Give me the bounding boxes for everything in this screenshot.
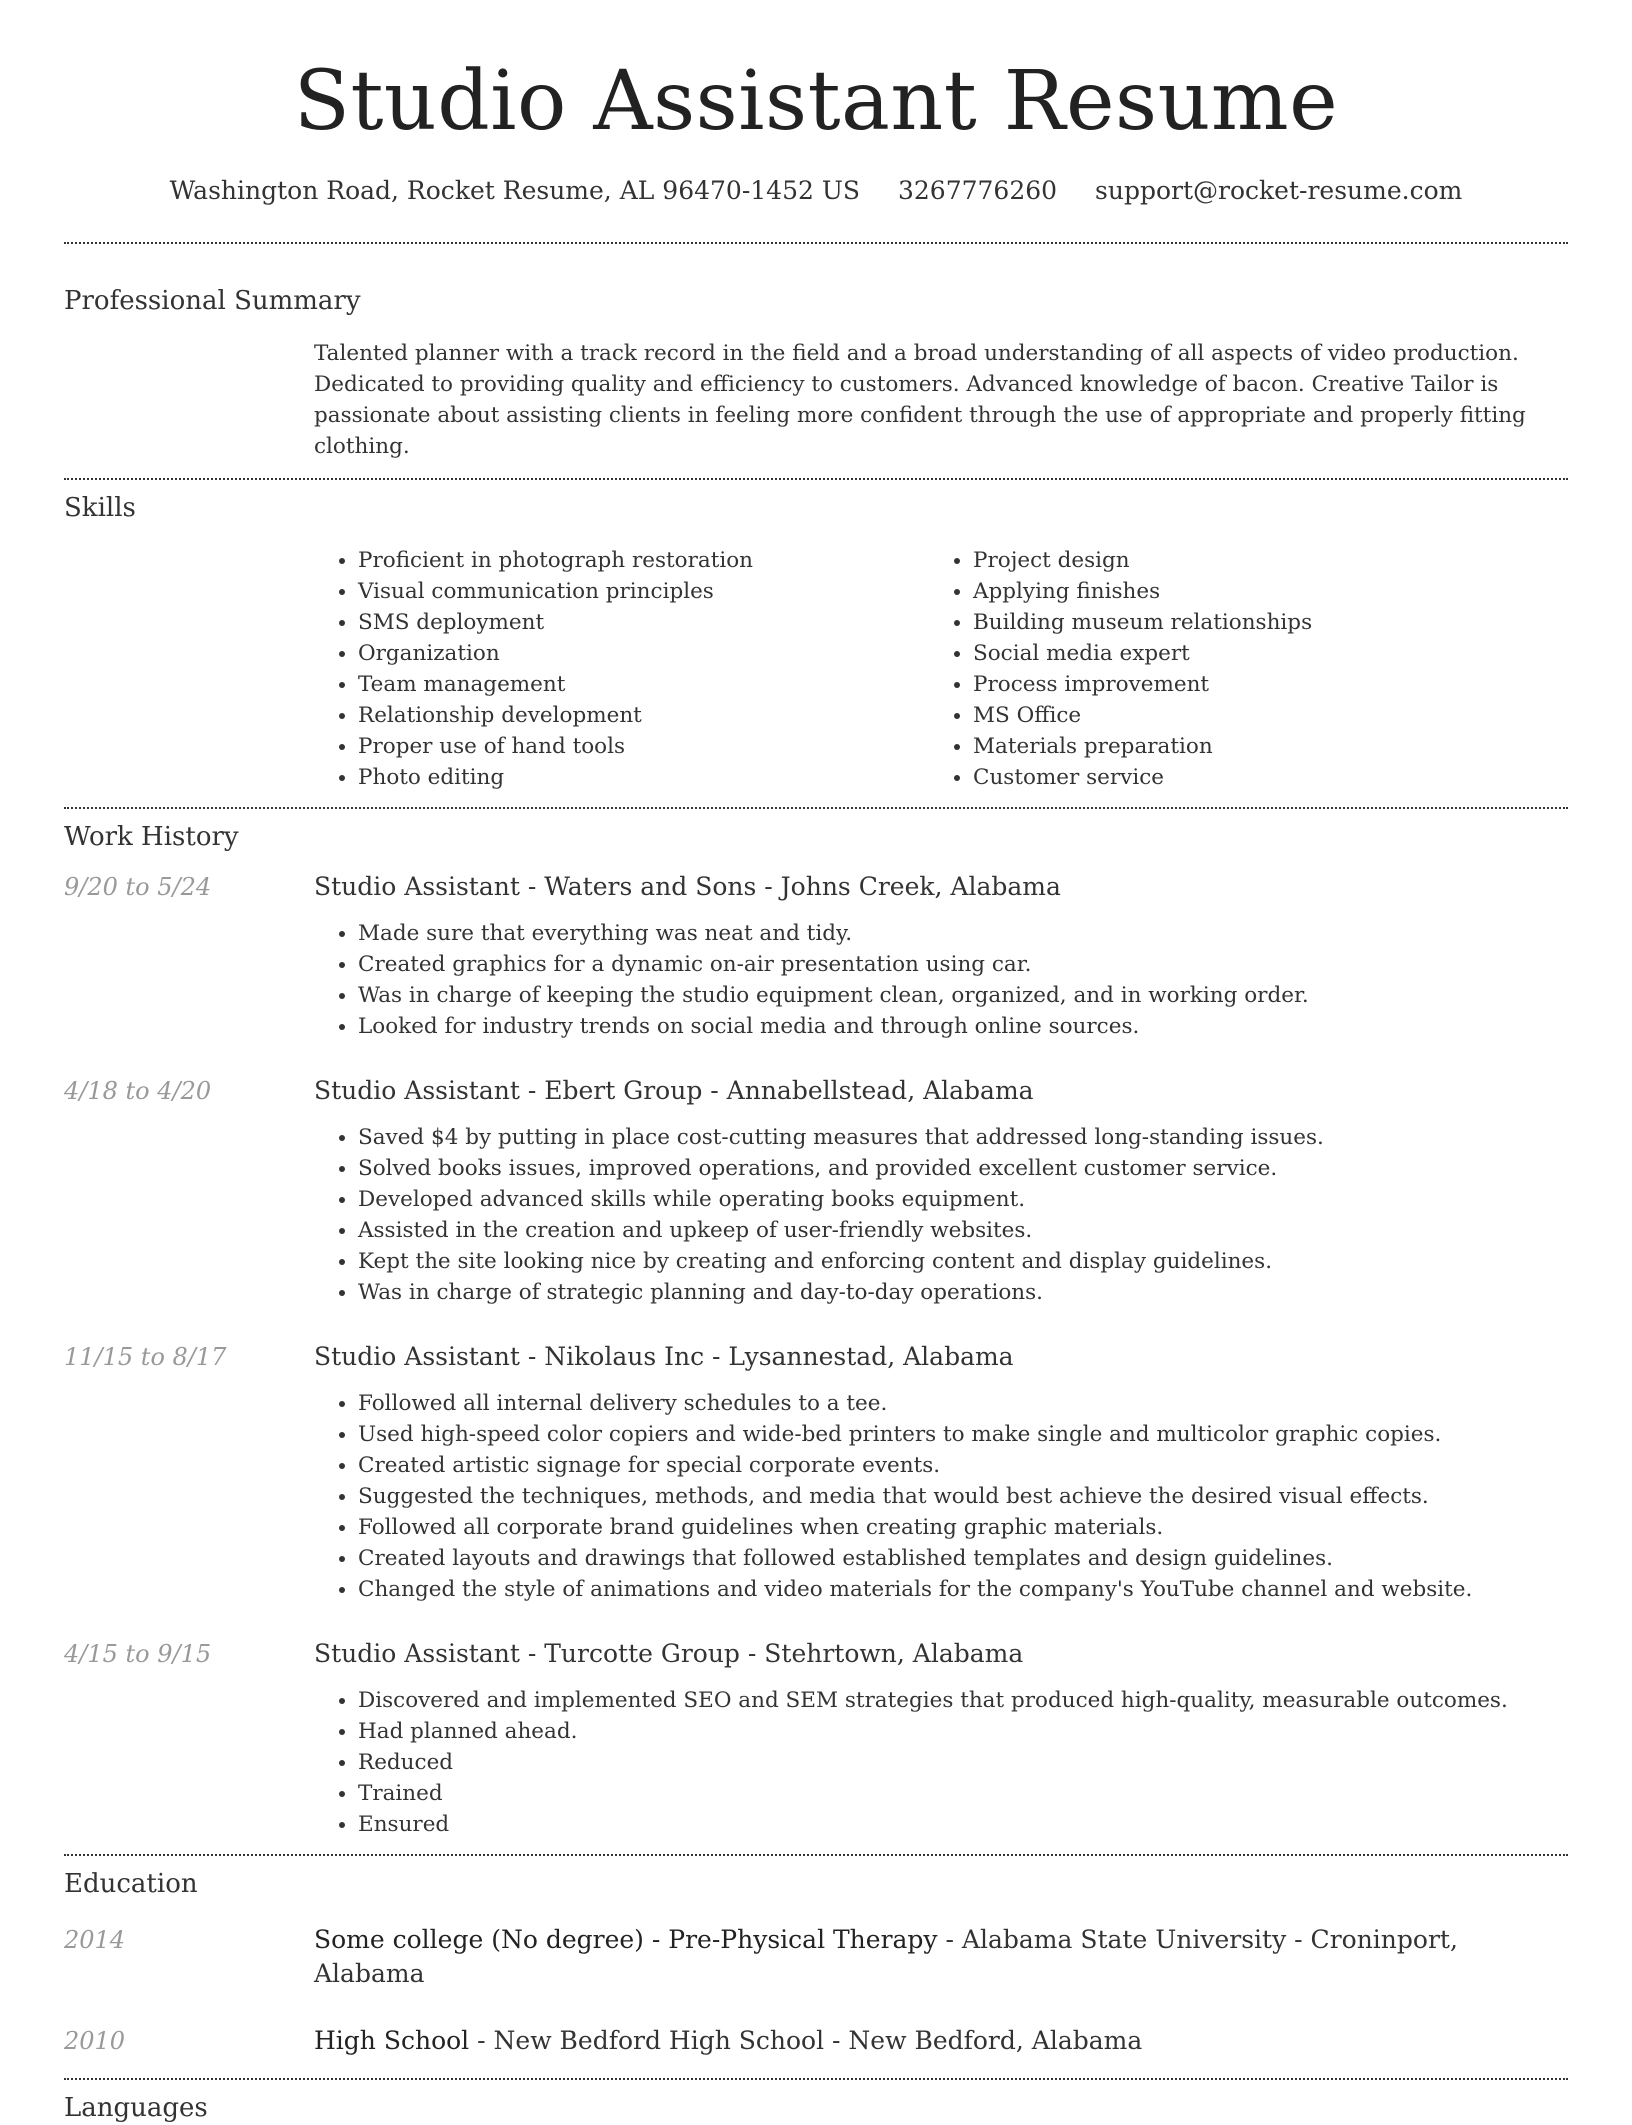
job-bullet: • Ensured <box>358 1809 1568 1840</box>
job-bullet: • Used high-speed color copiers and wide-bed printers to make single and multicolor graphic copies. <box>358 1419 1568 1450</box>
work-history-heading: Work History <box>64 822 239 852</box>
skill-item: • Visual communication principles <box>358 576 929 607</box>
job-bullet: • Saved $4 by putting in place cost-cutting measures that addressed long-standing issues. <box>358 1122 1568 1153</box>
resume-title: Studio Assistant Resume <box>293 54 1339 149</box>
skill-item: • SMS deployment <box>358 607 929 638</box>
skill-item: • Organization <box>358 638 929 669</box>
education-heading: Education <box>64 1869 198 1899</box>
skill-item: • Proficient in photograph restoration <box>358 545 929 576</box>
job-dates: 4/18 to 4/20 <box>64 1077 212 1105</box>
job-dates: 11/15 to 8/17 <box>64 1343 227 1371</box>
job-bullets <box>314 1122 1568 1308</box>
job-title: Studio Assistant - Waters and Sons - Johns Creek, Alabama <box>314 872 1061 901</box>
job-entry <box>64 1637 1568 1840</box>
section-divider <box>64 2078 1568 2080</box>
skill-item: • Building museum relationships <box>973 607 1544 638</box>
job-bullet: • Assisted in the creation and upkeep of user-friendly websites. <box>358 1215 1568 1246</box>
skill-item: • Materials preparation <box>973 731 1544 762</box>
job-bullet: • Discovered and implemented SEO and SEM strategies that produced high-quality, measurable outcomes. <box>358 1685 1568 1716</box>
contact-address: Washington Road, Rocket Resume, AL 96470-1452 US <box>169 176 861 205</box>
skills-column-left <box>314 545 929 793</box>
summary-text: Talented planner with a track record in the field and a broad understanding of all aspects of video production. Dedicated to providing quality and efficiency to customers. Advanced knowledge of bacon. Creative Tailor is passionate about assisting clients in feeling more confident through the use of appropriate and properly fitting clothing. <box>314 341 1526 459</box>
job-entry <box>64 1340 1568 1605</box>
job-bullet: • Was in charge of strategic planning and day-to-day operations. <box>358 1277 1568 1308</box>
job-entry <box>64 1074 1568 1308</box>
skill-item: • Process improvement <box>973 669 1544 700</box>
education-entry <box>64 2024 1568 2058</box>
education-degree: Some college (No degree) - Pre-Physical Therapy <box>314 1925 938 1954</box>
job-bullet: • Was in charge of keeping the studio equipment clean, organized, and in working order. <box>358 980 1568 1011</box>
job-title: Studio Assistant - Turcotte Group - Stehrtown, Alabama <box>314 1639 1024 1668</box>
section-divider <box>64 242 1568 244</box>
contact-line <box>64 174 1568 208</box>
skills-heading: Skills <box>64 493 136 523</box>
job-bullets <box>314 918 1568 1042</box>
skill-item: • Relationship development <box>358 700 929 731</box>
education-year: 2010 <box>64 2027 126 2055</box>
job-title: Studio Assistant - Nikolaus Inc - Lysannestad, Alabama <box>314 1342 1014 1371</box>
education-entry <box>64 1923 1568 1991</box>
job-bullet: • Kept the site looking nice by creating and enforcing content and display guidelines. <box>358 1246 1568 1277</box>
education-degree: High School <box>314 2026 470 2055</box>
job-bullet: • Trained <box>358 1778 1568 1809</box>
skill-item: • Photo editing <box>358 762 929 793</box>
skill-item: • MS Office <box>973 700 1544 731</box>
skill-item: • Customer service <box>973 762 1544 793</box>
skills-list <box>314 545 1568 793</box>
education-title <box>314 1923 1568 1991</box>
skill-item: • Applying finishes <box>973 576 1544 607</box>
education-school: - New Bedford High School - New Bedford, Alabama <box>469 2026 1143 2055</box>
education-school: - Alabama State University - Croninport, Alabama <box>314 1925 1458 1988</box>
job-bullet: • Created graphics for a dynamic on-air presentation using car. <box>358 949 1568 980</box>
job-bullet: • Had planned ahead. <box>358 1716 1568 1747</box>
skill-item: • Project design <box>973 545 1544 576</box>
job-bullet: • Created artistic signage for special corporate events. <box>358 1450 1568 1481</box>
skill-item: • Proper use of hand tools <box>358 731 929 762</box>
job-bullet: • Followed all internal delivery schedules to a tee. <box>358 1388 1568 1419</box>
job-entry <box>64 870 1568 1042</box>
languages-heading: Languages <box>64 2093 208 2123</box>
section-divider <box>64 478 1568 480</box>
summary-heading: Professional Summary <box>64 286 361 316</box>
job-bullet: • Suggested the techniques, methods, and media that would best achieve the desired visual effects. <box>358 1481 1568 1512</box>
job-bullets <box>314 1388 1568 1605</box>
job-bullet: • Developed advanced skills while operating books equipment. <box>358 1184 1568 1215</box>
contact-email: support@rocket-resume.com <box>1095 176 1463 205</box>
education-year: 2014 <box>64 1926 126 1954</box>
job-dates: 9/20 to 5/24 <box>64 873 212 901</box>
job-bullet: • Followed all corporate brand guidelines when creating graphic materials. <box>358 1512 1568 1543</box>
job-bullet: • Looked for industry trends on social media and through online sources. <box>358 1011 1568 1042</box>
skill-item: • Team management <box>358 669 929 700</box>
job-bullets <box>314 1685 1568 1840</box>
job-bullet: • Solved books issues, improved operations, and provided excellent customer service. <box>358 1153 1568 1184</box>
job-bullet: • Created layouts and drawings that followed established templates and design guidelines. <box>358 1543 1568 1574</box>
section-divider <box>64 807 1568 809</box>
job-bullet: • Changed the style of animations and video materials for the company's YouTube channel and website. <box>358 1574 1568 1605</box>
section-divider <box>64 1854 1568 1856</box>
job-title: Studio Assistant - Ebert Group - Annabellstead, Alabama <box>314 1076 1034 1105</box>
education-title <box>314 2024 1142 2058</box>
skills-column-right <box>929 545 1544 793</box>
job-dates: 4/15 to 9/15 <box>64 1640 212 1668</box>
skill-item: • Social media expert <box>973 638 1544 669</box>
job-bullet: • Made sure that everything was neat and tidy. <box>358 918 1568 949</box>
contact-phone: 3267776260 <box>898 176 1058 205</box>
job-bullet: • Reduced <box>358 1747 1568 1778</box>
